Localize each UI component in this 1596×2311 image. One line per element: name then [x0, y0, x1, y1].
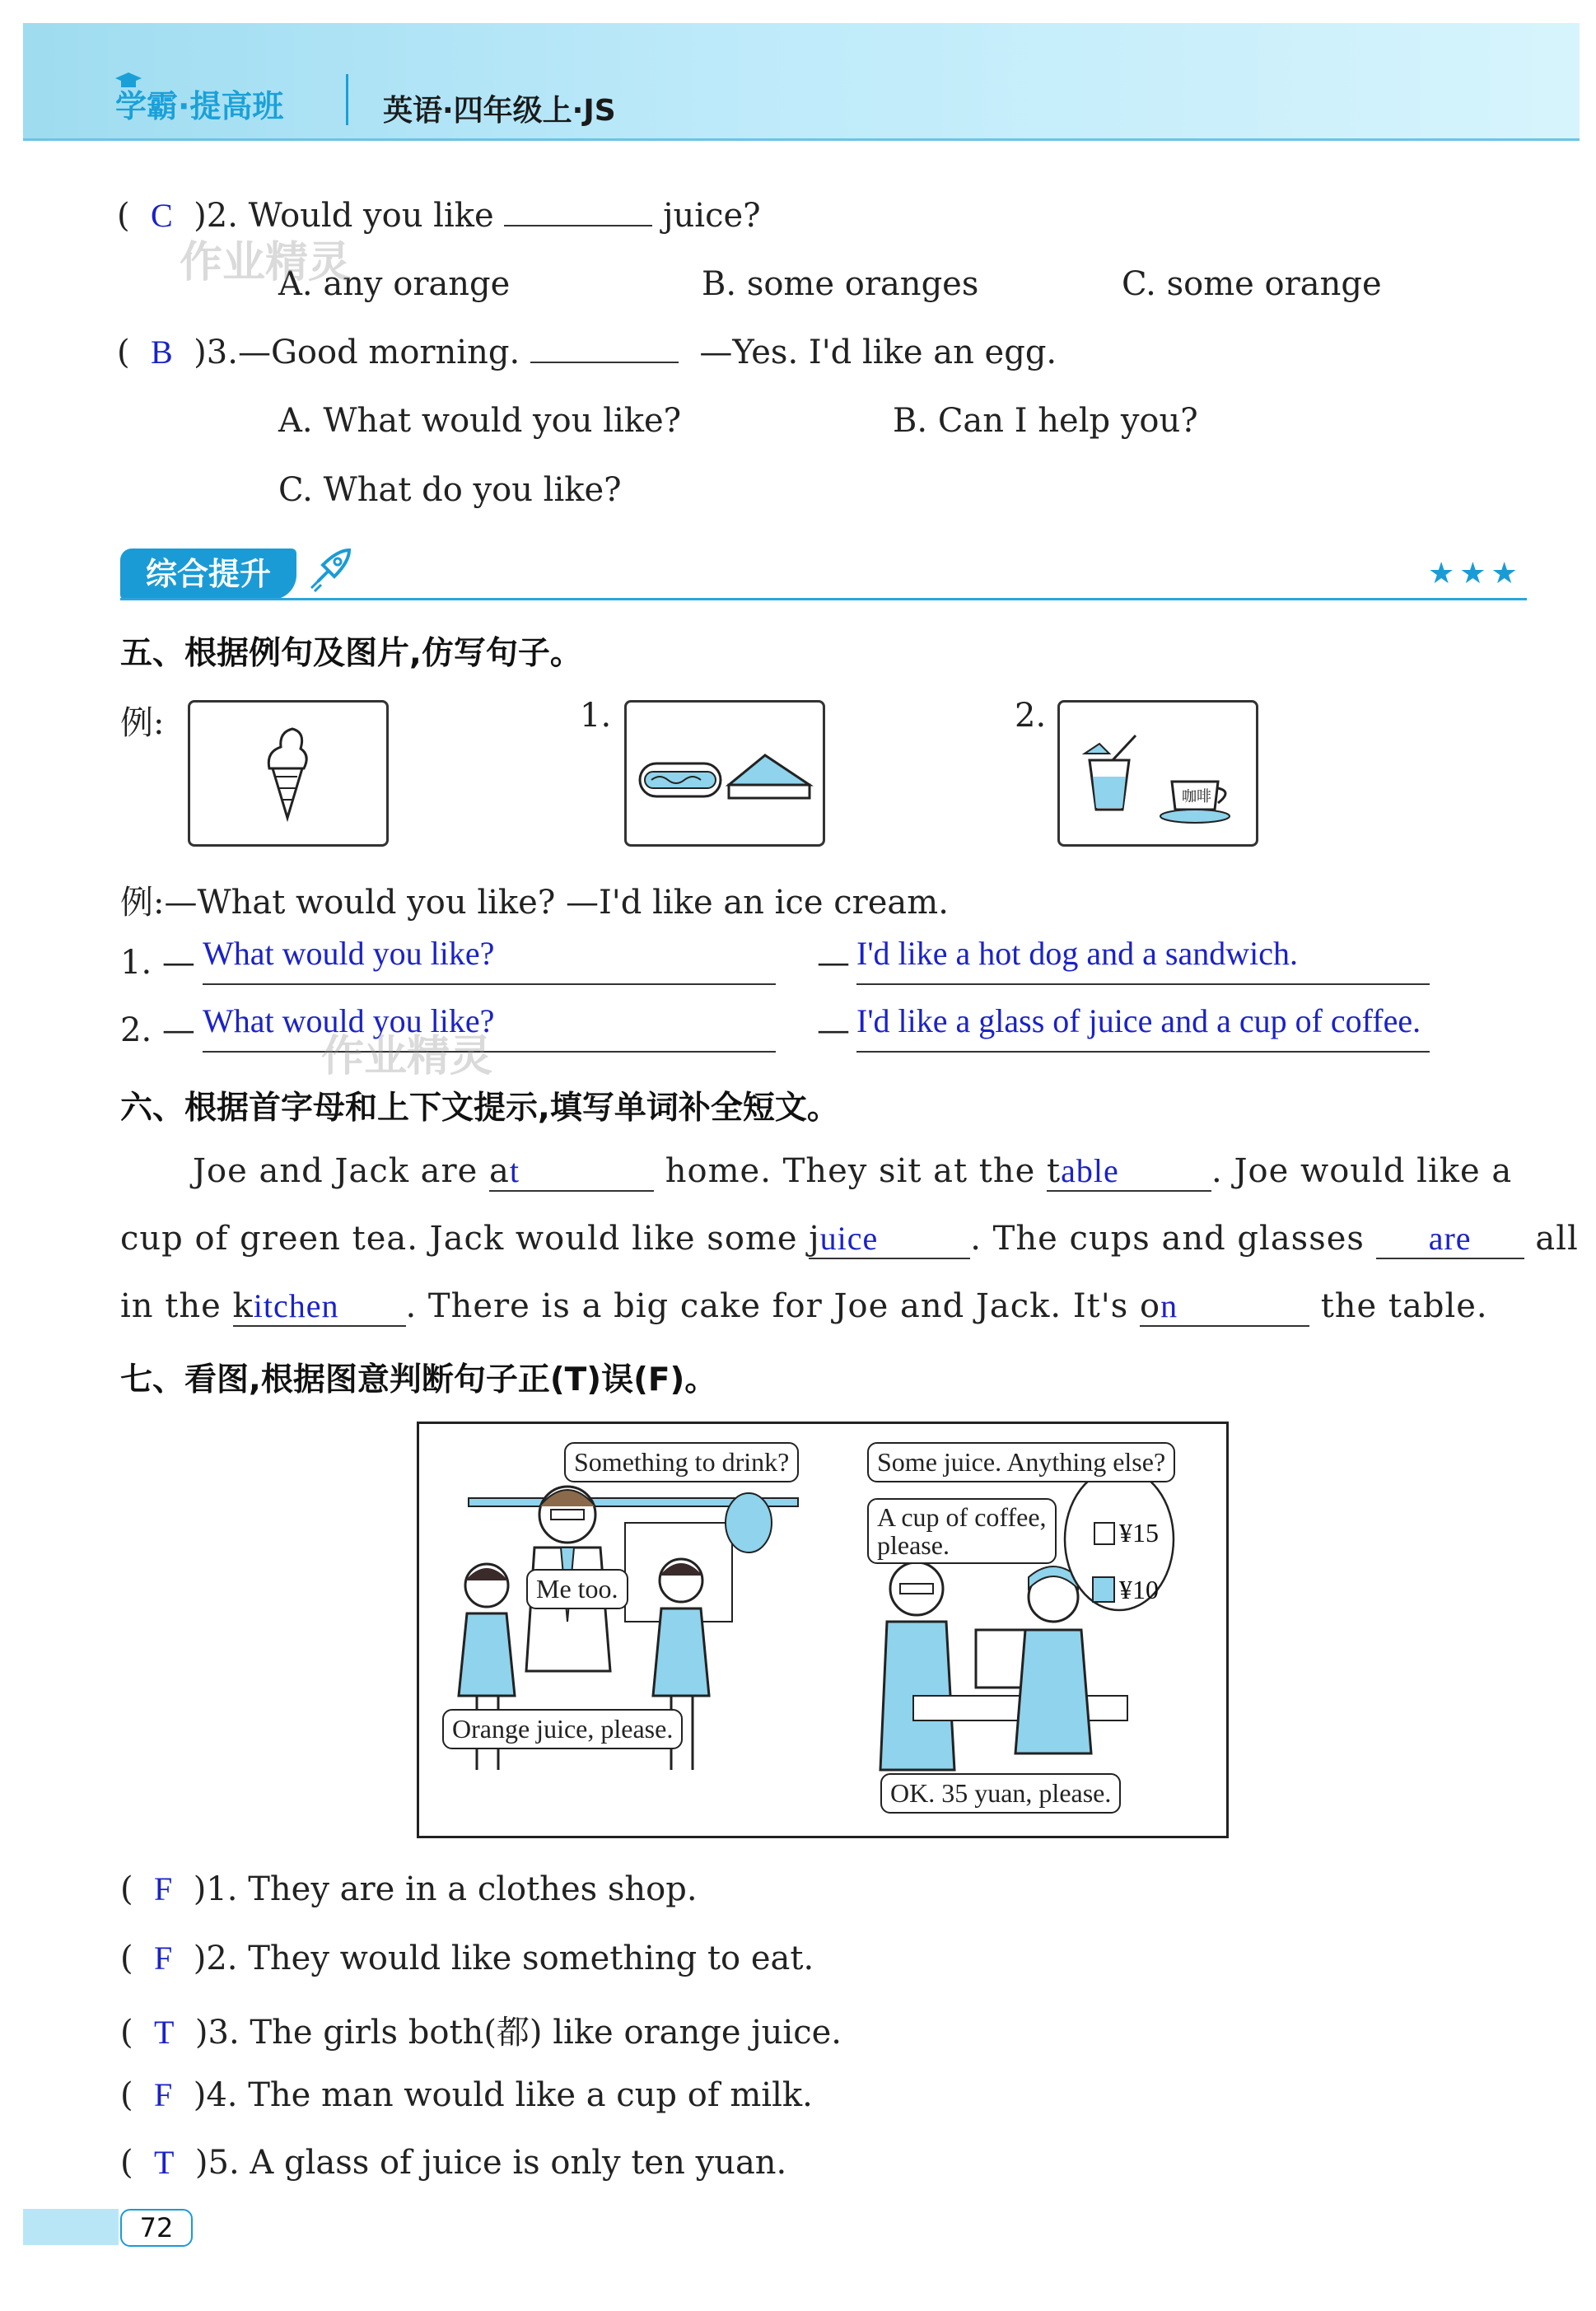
mc-stem: Would you like — [248, 197, 494, 235]
juice-coffee-icon — [1060, 703, 1256, 844]
brand-title: 学霸·提高班 — [115, 88, 284, 124]
speech-bubble-cup-of-coffee: A cup of coffee, please. — [867, 1498, 1057, 1564]
answer-dash: — — [817, 944, 850, 982]
mc-number: )2. — [194, 197, 238, 235]
answer-blank[interactable] — [530, 362, 679, 363]
answer-q2: What would you like? — [203, 1002, 495, 1039]
tf-item-1: ( F )1. They are in a clothes shop. — [120, 1870, 698, 1908]
fill-blank-juice[interactable]: juice — [809, 1219, 970, 1259]
section7-heading: 七、看图,根据图意判断句子正(T)误(F)。 — [120, 1361, 717, 1398]
fill-blank-at[interactable]: at — [489, 1151, 654, 1192]
answer-row-1-number: 1. — — [120, 944, 195, 982]
mc-answer: C — [151, 197, 173, 234]
tf-item-2: ( F )2. They would like something to eat. — [120, 1940, 814, 1977]
juice-coffee-picture — [1057, 700, 1258, 847]
mc-option-b: B. some oranges — [702, 265, 979, 303]
comic-picture — [417, 1422, 1229, 1838]
hotdog-sandwich-picture — [624, 700, 825, 847]
mc-question-3: ( B )3.—Good morning. —Yes. I'd like an egg. — [117, 334, 1057, 371]
mc-number: )3. — [194, 334, 238, 371]
fill-blank-table[interactable]: table — [1047, 1151, 1211, 1192]
ice-cream-icon — [190, 703, 386, 844]
watermark: 作业精灵 — [180, 238, 352, 287]
mc-option-a: A. any orange — [278, 265, 511, 303]
mc-option-c: C. some orange — [1122, 265, 1382, 303]
answer-line-a2[interactable] — [856, 1001, 1430, 1053]
price-juice: ¥10 — [1119, 1575, 1159, 1604]
passage-line-3: in the kitchen . There is a big cake for Joe and Jack. It's on the table. — [120, 1287, 1488, 1325]
header-divider — [346, 74, 348, 125]
speech-bubble-me-too: Me too. — [526, 1569, 628, 1609]
answer-line-a1[interactable] — [856, 934, 1430, 985]
mc-option-c: C. What do you like? — [278, 471, 622, 509]
speech-bubble-35-yuan: OK. 35 yuan, please. — [880, 1773, 1121, 1814]
fill-blank-kitchen[interactable]: kitchen — [233, 1286, 406, 1327]
mc-option-b: B. Can I help you? — [893, 402, 1198, 440]
tf-answer: T — [154, 2144, 175, 2181]
fill-blank-on[interactable]: on — [1140, 1286, 1309, 1327]
passage-line-2: cup of green tea. Jack would like some juice . The cups and glasses are all — [120, 1220, 1579, 1258]
section6-heading: 六、根据首字母和上下文提示,填写单词补全短文。 — [120, 1090, 839, 1127]
picture-number: 2. — [1015, 697, 1047, 735]
answer-row-2-number: 2. — — [120, 1011, 195, 1049]
page-number-band — [23, 2209, 119, 2245]
page-number: 72 — [120, 2209, 193, 2247]
tf-answer: F — [154, 2076, 173, 2113]
coffee-cup-text: 咖啡 — [1182, 788, 1211, 805]
banner-rule — [120, 598, 1527, 600]
tf-item-4: ( F )4. The man would like a cup of milk. — [120, 2076, 813, 2114]
section-banner: 综合提升 — [120, 549, 296, 600]
ice-cream-picture — [188, 700, 389, 847]
example-sentence: 例:—What would you like? —I'd like an ice cream. — [120, 884, 949, 922]
tf-answer: F — [154, 1940, 173, 1977]
example-label: 例: — [120, 704, 165, 742]
tf-answer: T — [154, 2014, 175, 2051]
tf-item-5: ( T )5. A glass of juice is only ten yuan. — [120, 2144, 787, 2182]
mc-stem-end: juice? — [663, 197, 761, 235]
rocket-icon — [306, 547, 352, 593]
answer-q1: What would you like? — [203, 935, 495, 972]
mc-stem: —Good morning. — [237, 334, 520, 371]
answer-line-q1[interactable] — [203, 934, 776, 985]
section5-heading: 五、根据例句及图片,仿写句子。 — [120, 635, 582, 672]
answer-paren: ( — [117, 197, 152, 235]
answer-a2: I'd like a glass of juice and a cup of coffee. — [856, 1002, 1421, 1039]
picture-number: 1. — [580, 697, 612, 735]
watermark: 作业精灵 — [321, 1032, 493, 1081]
speech-bubble-orange-juice: Orange juice, please. — [442, 1709, 683, 1749]
passage-line-1: Joe and Jack are at home. They sit at the table . Joe would like a — [193, 1152, 1513, 1190]
mc-option-a: A. What would you like? — [278, 402, 682, 440]
speech-bubble-some-juice: Some juice. Anything else? — [867, 1442, 1175, 1482]
speech-bubble-something-to-drink: Something to drink? — [564, 1442, 799, 1482]
price-coffee: ¥15 — [1119, 1518, 1159, 1548]
answer-dash: — — [817, 1011, 850, 1049]
tf-answer: F — [154, 1870, 173, 1907]
answer-blank[interactable] — [504, 225, 652, 226]
difficulty-stars: ★★★ — [1428, 557, 1523, 591]
mc-answer: B — [151, 334, 173, 371]
mc-stem-end: —Yes. I'd like an egg. — [699, 334, 1057, 371]
answer-a1: I'd like a hot dog and a sandwich. — [856, 935, 1298, 972]
tf-item-3: ( T )3. The girls both(都) like orange juice. — [120, 2014, 842, 2052]
hotdog-sandwich-icon — [627, 703, 823, 844]
fill-blank-are[interactable]: are — [1376, 1219, 1524, 1259]
header-subtitle: 英语·四年级上·JS — [383, 94, 616, 128]
